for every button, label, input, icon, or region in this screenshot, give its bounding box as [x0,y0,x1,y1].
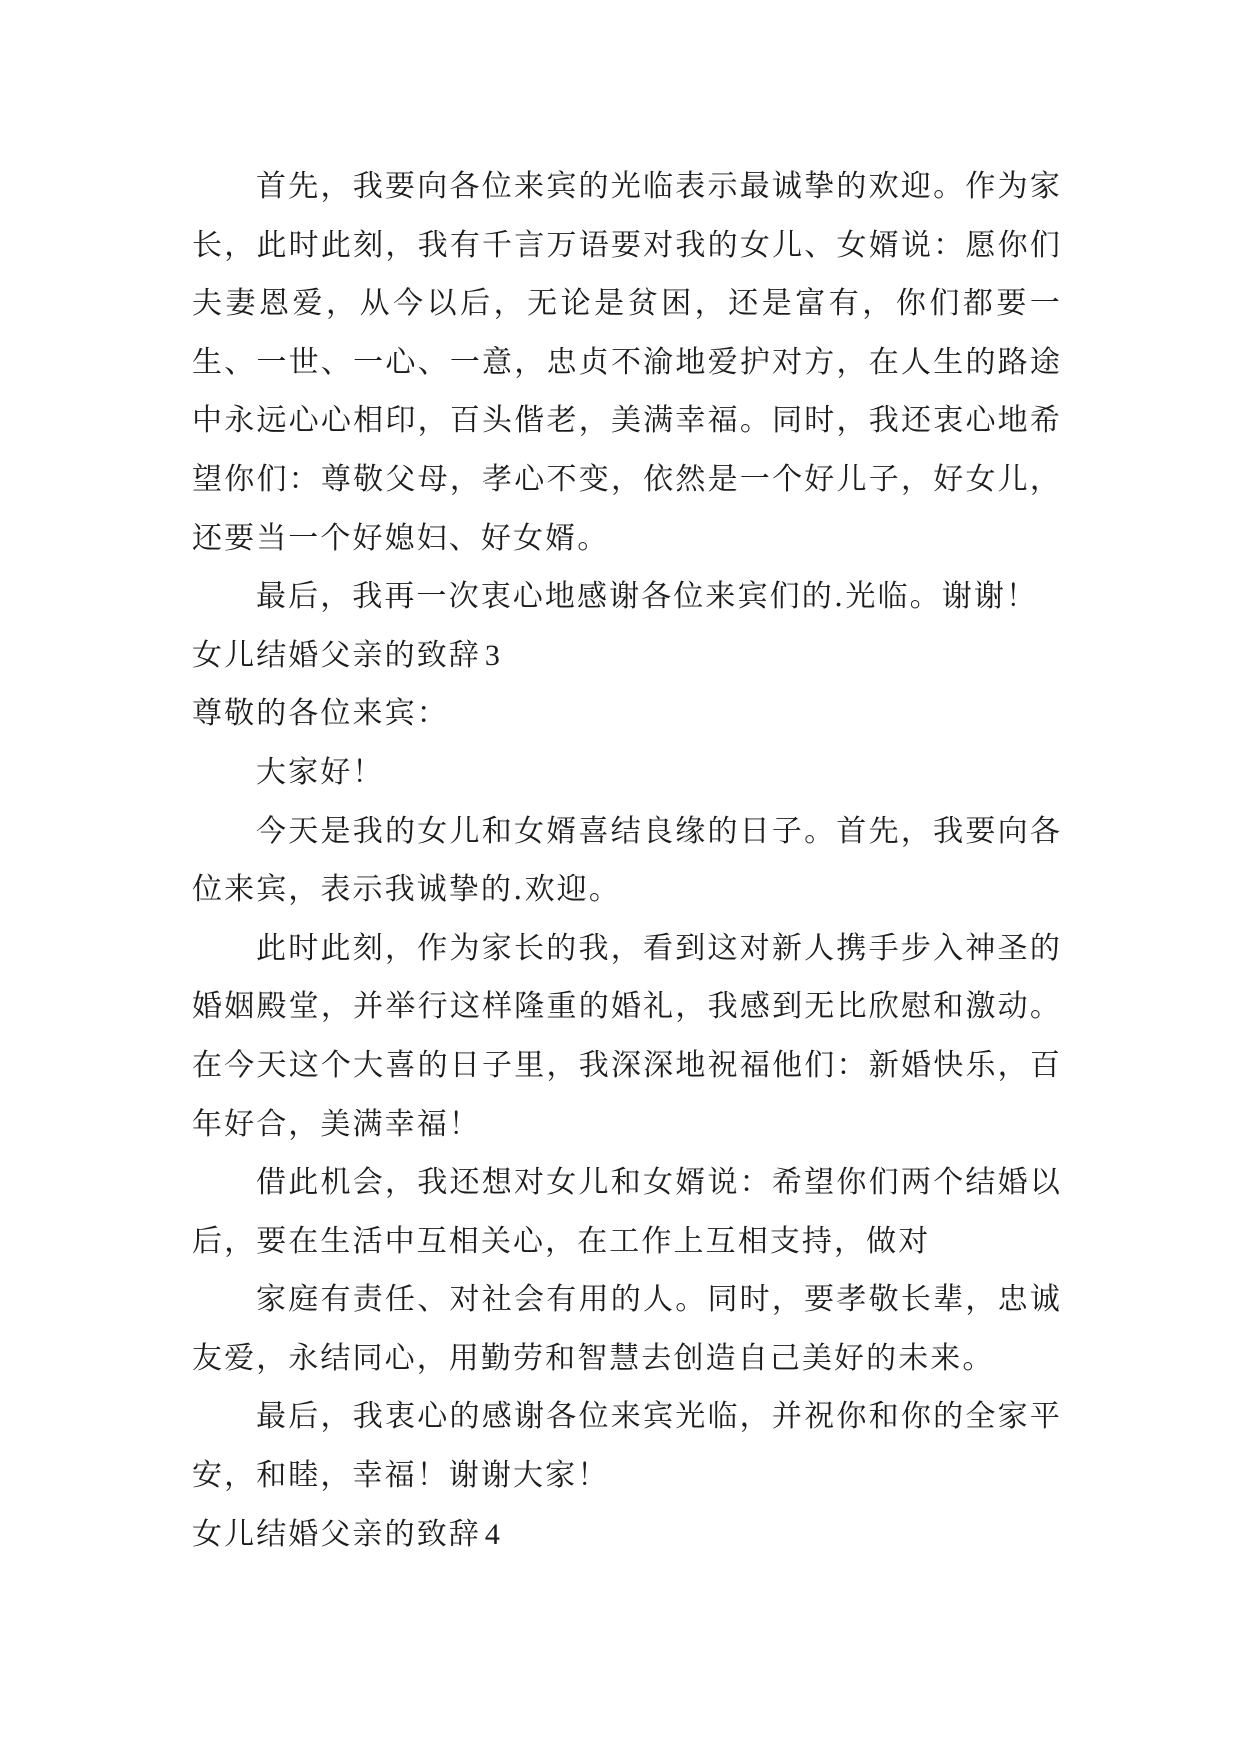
paragraph: 最后，我衷心的感谢各位来宾光临，并祝你和你的全家平安，和睦，幸福！谢谢大家！ [192,1399,1062,1494]
section-title: 女儿结婚父亲的致辞 [192,637,481,673]
paragraph: 最后，我再一次衷心地感谢各位来宾们的.光临。谢谢！ [256,579,1039,615]
paragraph: 首先，我要向各位来宾的光临表示最诚挚的欢迎。作为家长，此时此刻，我有千言万语要对我的女儿、女婿说：愿你们夫妻恩爱，从今以后，无论是贫困，还是富有，你们都要一生、一世、一心、一意，忠贞不渝地爱护对方，在人生的路途中永远心心相印，百头偕老，美满幸福。同时，我还衷心地希望你们：尊敬父母，孝心不变，依然是一个好儿子，好女儿，还要当一个好媳妇、好女婿。 [192,169,1062,556]
paragraph: 此时此刻，作为家长的我，看到这对新人携手步入神圣的婚姻殿堂，并举行这样隆重的婚礼，我感到无比欣慰和激动。在今天这个大喜的日子里，我深深地祝福他们：新婚快乐，百年好合，美满幸福！ [192,930,1062,1142]
paragraph: 今天是我的女儿和女婿喜结良缘的日子。首先，我要向各位来宾，表示我诚挚的.欢迎。 [192,813,1062,908]
section-number: 4 [484,1517,500,1551]
section-heading-3 [192,627,1062,686]
paragraph: 借此机会，我还想对女儿和女婿说：希望你们两个结婚以后，要在生活中互相关心，在工作上互相支持，做对 [192,1165,1062,1259]
section-heading-4 [192,1506,1062,1565]
salutation: 尊敬的各位来宾： [192,696,449,732]
paragraph: 大家好！ [256,754,385,790]
document-body [192,158,1062,1564]
section-title: 女儿结婚父亲的致辞 [192,1516,481,1552]
paragraph: 家庭有责任、对社会有用的人。同时，要孝敬长辈，忠诚友爱，永结同心，用勤劳和智慧去创造自己美好的未来。 [192,1282,1062,1376]
section-number: 3 [484,638,500,672]
